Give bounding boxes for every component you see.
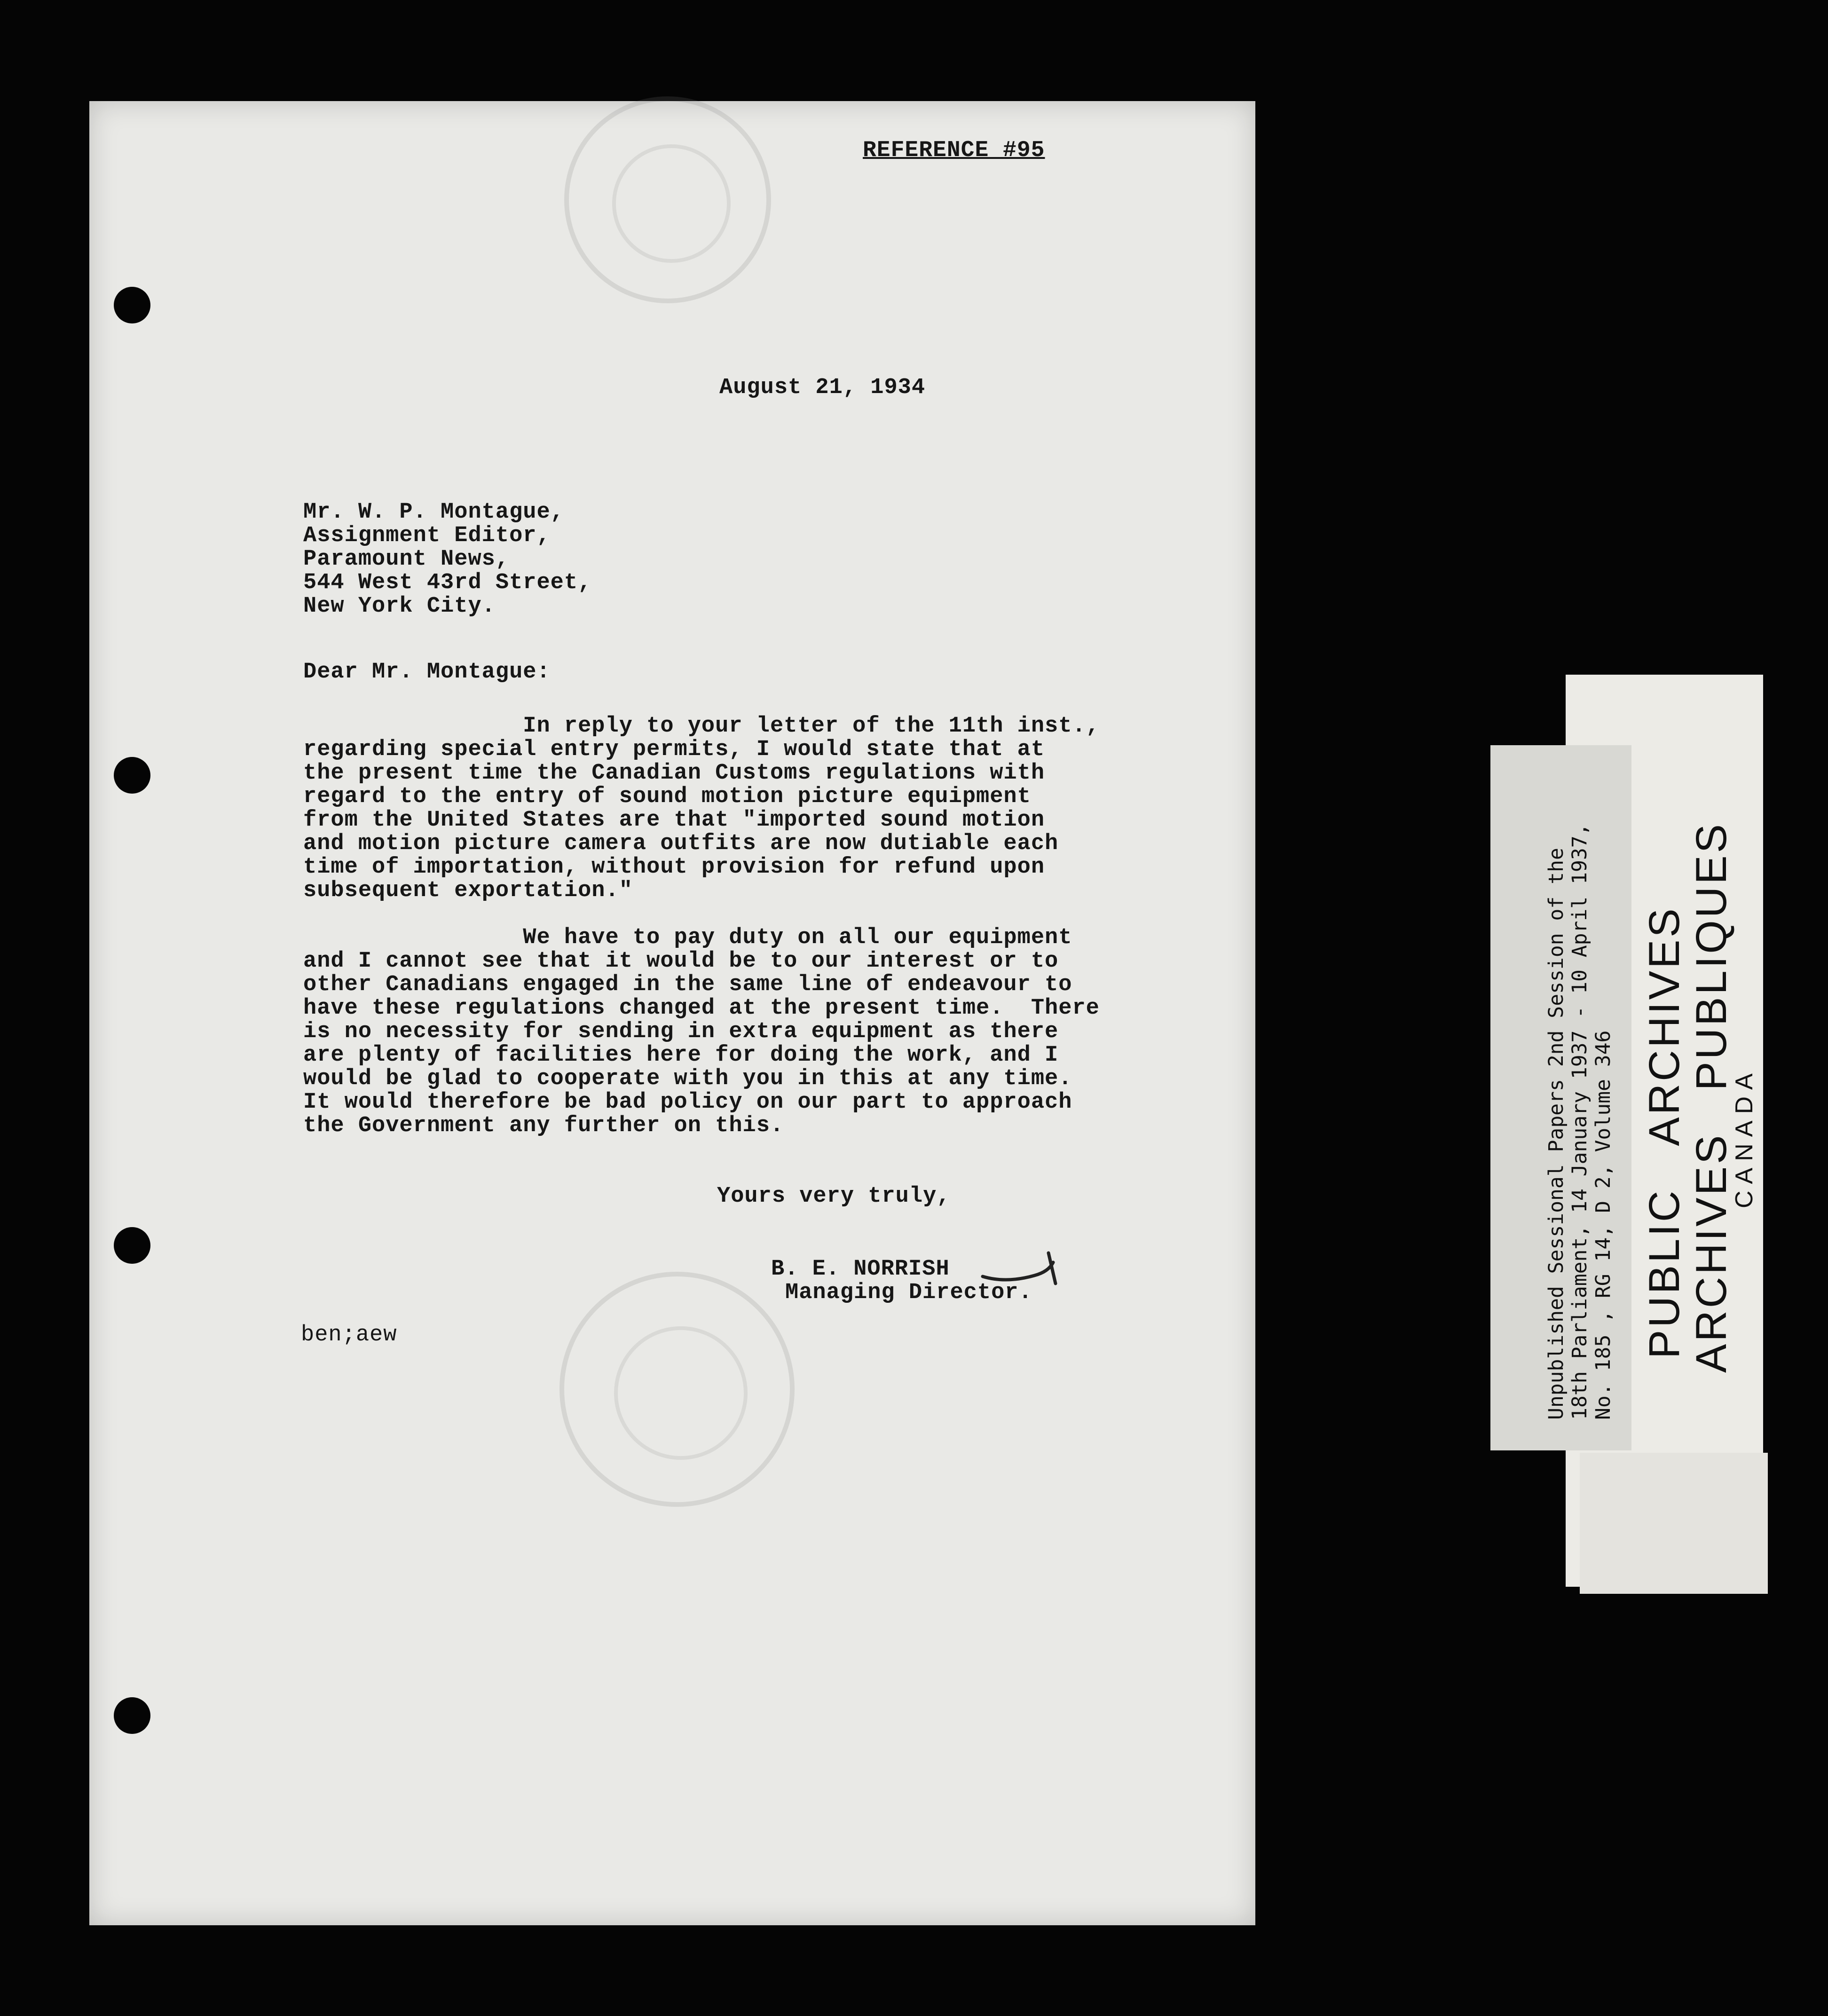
paragraph-line: from the United States are that "imported sound motion (303, 808, 1045, 833)
reference-number: REFERENCE #95 (863, 138, 1045, 163)
letter-page (89, 101, 1255, 1925)
stamp-canada: CANADA (1731, 1067, 1758, 1208)
signer-title: Managing Director. (785, 1280, 1032, 1305)
slip-line-3-text: No. 185 , RG 14, D 2, Volume (1592, 1067, 1615, 1420)
volume-number: 346 (1592, 1030, 1615, 1067)
paragraph-line: the present time the Canadian Customs regulations with (303, 761, 1045, 786)
archives-stamp-line-2 (1688, 822, 1735, 1373)
body-paragraph-1 (303, 715, 1100, 903)
paragraph-line: is no necessity for sending in extra equipment as there (303, 1019, 1059, 1044)
punch-hole (114, 757, 150, 794)
address-line: 544 West 43rd Street, (303, 570, 592, 595)
address-line: Paramount News, (303, 547, 510, 572)
paragraph-line: the Government any further on this. (303, 1113, 784, 1138)
paragraph-line: would be glad to cooperate with you in this at any time. (303, 1066, 1072, 1091)
letter-date: August 21, 1934 (719, 375, 926, 400)
paragraph-line: and I cannot see that it would be to our interest or to (303, 949, 1059, 974)
punch-hole (114, 1227, 150, 1264)
stamp-public: PUBLIC (1640, 1188, 1688, 1359)
paragraph-line: regarding special entry permits, I would state that at (303, 737, 1045, 762)
address-line: Assignment Editor, (303, 523, 551, 548)
recipient-address (303, 501, 591, 618)
salutation: Dear Mr. Montague: (303, 660, 551, 685)
signer-name: B. E. NORRISH (771, 1257, 950, 1282)
archive-card-tab (1580, 1453, 1768, 1594)
stamp-publiques: PUBLIQUES (1687, 822, 1735, 1091)
punch-hole (114, 1697, 150, 1734)
archives-stamp-line-1 (1641, 906, 1688, 1359)
closing: Yours very truly, (717, 1184, 951, 1209)
paragraph-line: In reply to your letter of the 11th inst., (303, 714, 1100, 739)
slip-line-1: Unpublished Sessional Papers 2nd Session of the (1544, 848, 1568, 1420)
stamp-archives: ARCHIVES (1640, 906, 1688, 1146)
punch-hole (114, 287, 150, 323)
faint-seal-stamp (559, 1272, 795, 1507)
address-line: New York City. (303, 594, 496, 619)
typist-initials: ben;aew (301, 1323, 397, 1347)
slip-line-2: 18th Parliament, 14 January 1937 - 10 April 1937, (1568, 823, 1592, 1420)
paragraph-line: regard to the entry of sound motion picture equipment (303, 784, 1031, 809)
stamp-archives-fr: ARCHIVES (1687, 1133, 1735, 1373)
paragraph-line: It would therefore be bad policy on our part to approach (303, 1090, 1072, 1115)
paragraph-line: We have to pay duty on all our equipment (303, 925, 1072, 950)
paragraph-line: have these regulations changed at the present time. There (303, 996, 1100, 1021)
slip-line-3 (1592, 1031, 1615, 1420)
faint-seal-stamp (564, 96, 771, 303)
paragraph-line: and motion picture camera outfits are now dutiable each (303, 831, 1059, 856)
paragraph-line: time of importation, without provision for refund upon (303, 855, 1045, 880)
address-line: Mr. W. P. Montague, (303, 500, 564, 525)
body-paragraph-2 (303, 926, 1100, 1138)
paragraph-line: subsequent exportation." (303, 878, 633, 903)
paragraph-line: are plenty of facilities here for doing the work, and I (303, 1043, 1059, 1068)
paragraph-line: other Canadians engaged in the same line of endeavour to (303, 972, 1072, 997)
